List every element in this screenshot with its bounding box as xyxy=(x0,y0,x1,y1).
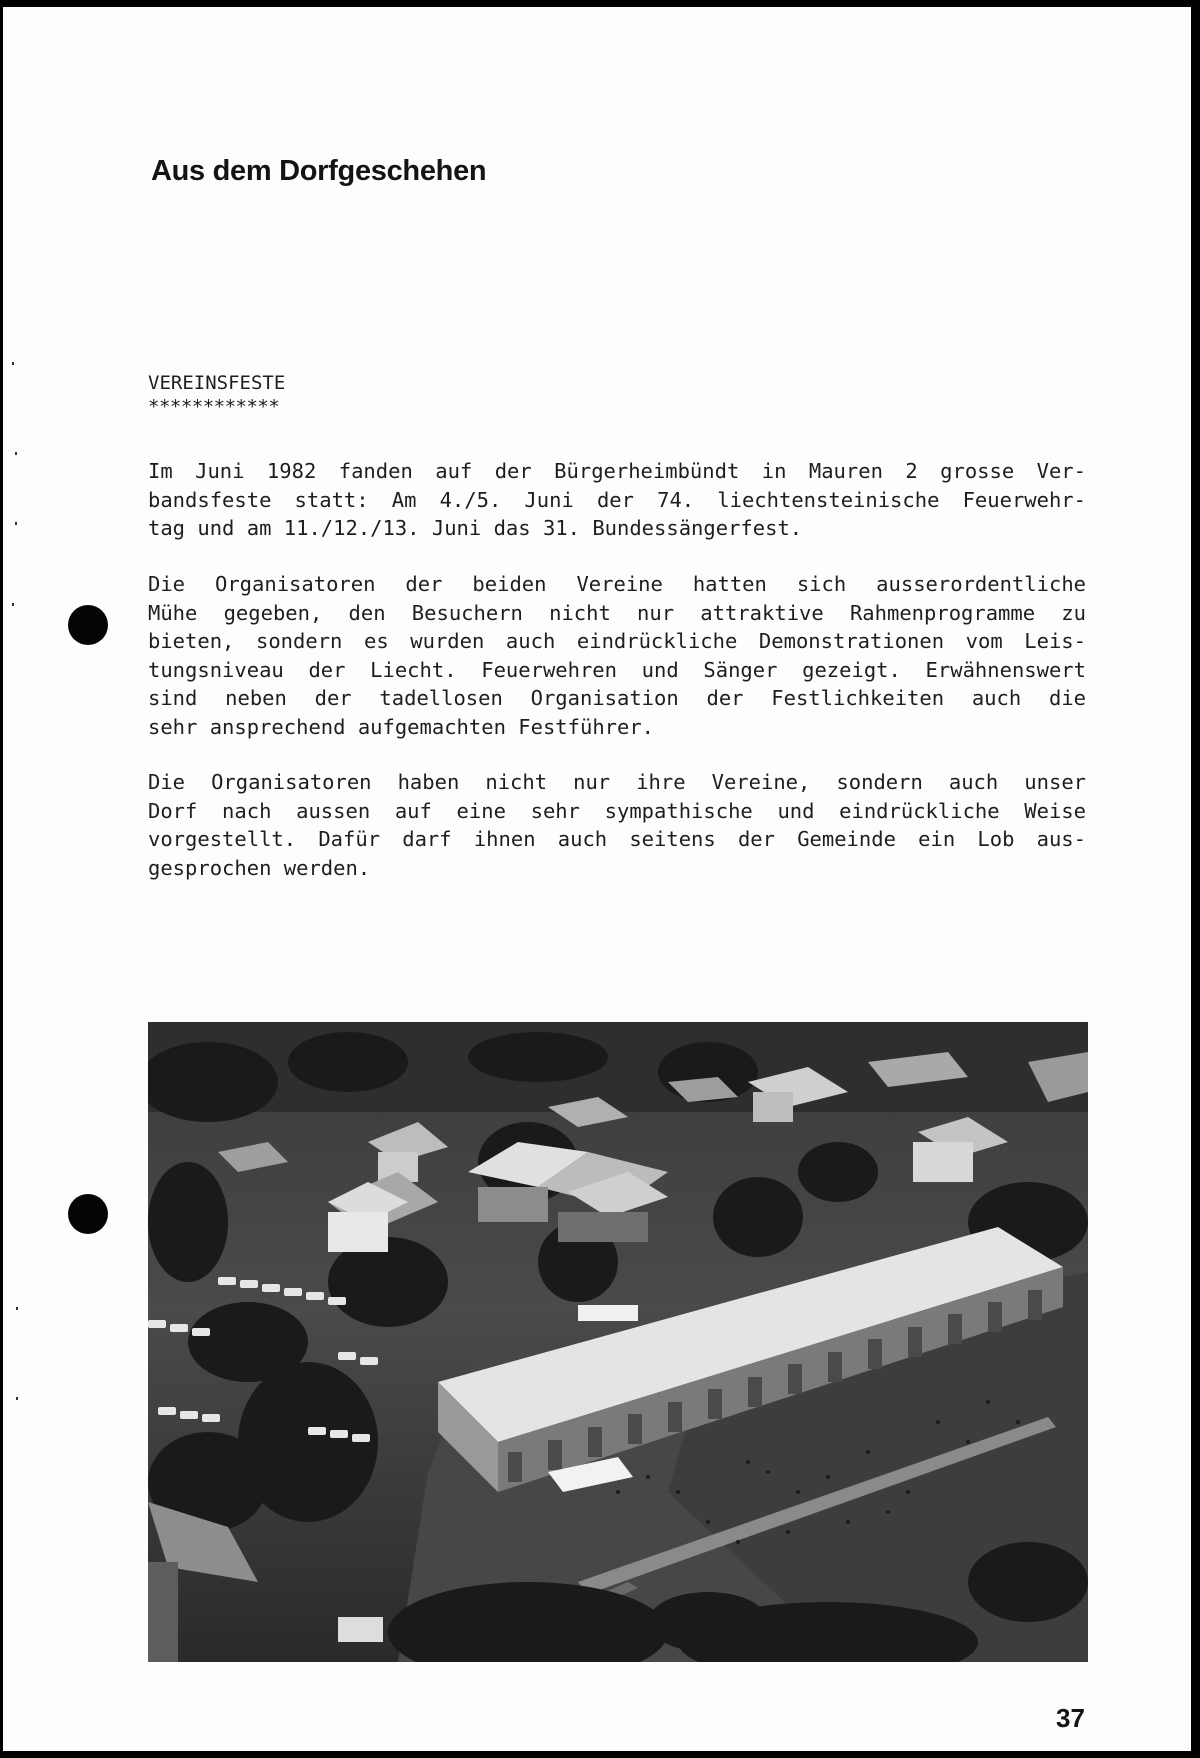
paragraph-line: bandsfeste statt: Am 4./5. Juni der 74. liechtensteinische Feuerwehr- xyxy=(148,487,1086,512)
scan-speck xyxy=(15,452,17,455)
page-number: 37 xyxy=(1056,1703,1085,1733)
scan-speck xyxy=(16,1397,18,1400)
document-page xyxy=(3,7,1191,1751)
punch-hole xyxy=(68,605,108,645)
paragraph-line: tungsniveau der Liecht. Feuerwehren und Sänger gezeigt. Erwähnenswert xyxy=(148,657,1086,682)
photo-illustration xyxy=(148,1022,1088,1662)
paragraph-line: Im Juni 1982 fanden auf der Bürgerheimbündt in Mauren 2 grosse Ver- xyxy=(148,459,1086,483)
scan-speck xyxy=(12,362,14,365)
paragraph-line: Dorf nach aussen auf eine sehr sympathische und eindrückliche Weise xyxy=(148,798,1086,823)
aerial-village-photo xyxy=(148,1022,1088,1662)
paragraph-2 xyxy=(148,570,1086,741)
paragraph-line: sehr ansprechend aufgemachten Festführer. xyxy=(148,714,655,739)
paragraph-1 xyxy=(148,457,1086,543)
paragraph-line: gesprochen werden. xyxy=(148,855,371,880)
paragraph-line: sind neben der tadellosen Organisation der Festlichkeiten auch die xyxy=(148,686,1086,710)
paragraph-line: bieten, sondern es wurden auch eindrückliche Demonstrationen vom Leis- xyxy=(148,629,1086,653)
paragraph-line: Die Organisatoren haben nicht nur ihre Vereine, sondern auch unser xyxy=(148,770,1086,794)
scan-speck xyxy=(15,522,17,525)
paragraph-line: Mühe gegeben, den Besuchern nicht nur attraktive Rahmenprogramme zu xyxy=(148,600,1086,625)
paragraph-line: Die Organisatoren der beiden Vereine hatten sich ausserordentliche xyxy=(148,572,1086,596)
paragraph-3 xyxy=(148,768,1086,882)
section-title: VEREINSFESTE xyxy=(148,372,286,394)
scan-speck xyxy=(12,603,14,606)
paragraph-line: vorgestellt. Dafür darf ihnen auch seitens der Gemeinde ein Lob aus- xyxy=(148,827,1086,851)
section-title-underline: ************ xyxy=(148,396,280,418)
paragraph-line: tag und am 11./12./13. Juni das 31. Bundessängerfest. xyxy=(148,516,803,540)
scan-speck xyxy=(16,1307,18,1310)
page-heading: Aus dem Dorfgeschehen xyxy=(151,155,487,187)
punch-hole xyxy=(68,1194,108,1234)
